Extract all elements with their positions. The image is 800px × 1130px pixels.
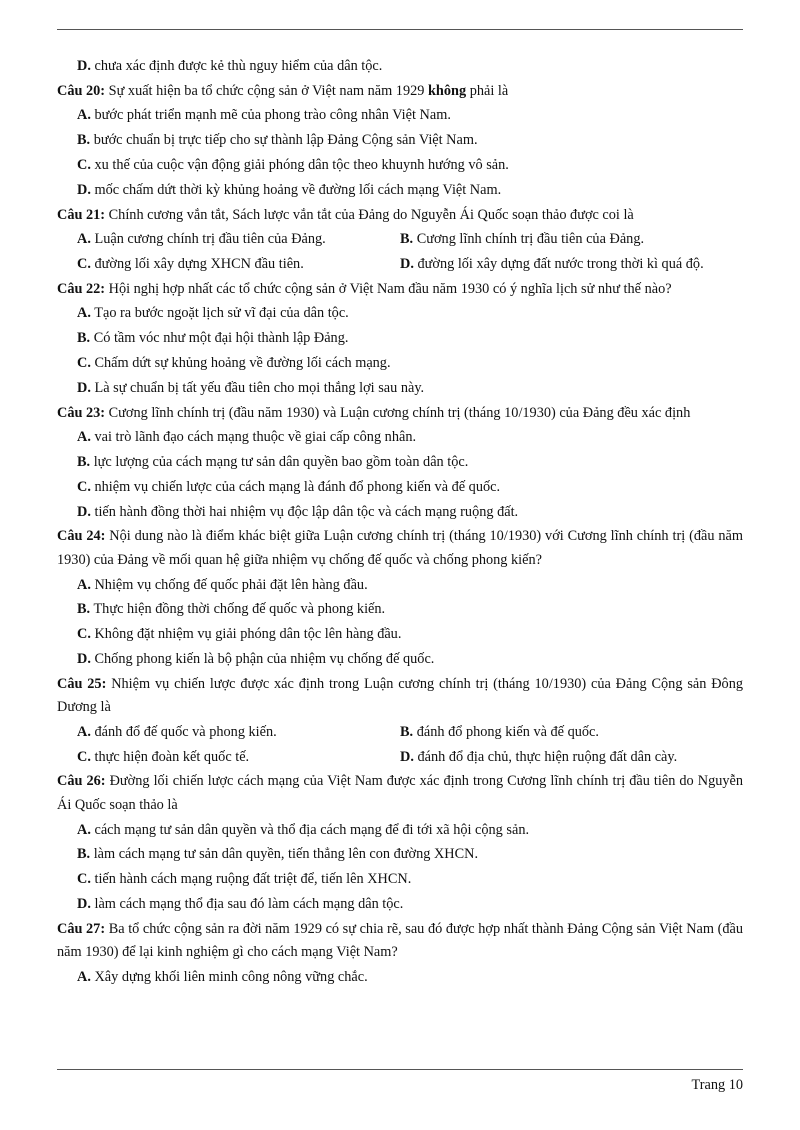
option-text: xu thế của cuộc vận động giải phóng dân tộc theo khuynh hướng vô sản. [94,156,509,173]
option-text: Luận cương chính trị đầu tiên của Đảng. [94,231,326,248]
option-letter: C. [77,871,91,888]
answer-options [77,965,743,990]
answer-options [77,720,743,770]
option-text: lực lượng của cách mạng tư sản dân quyền bao gồm toàn dân tộc. [93,453,469,470]
question-emphasis: không [427,82,467,99]
question-stem [57,278,743,302]
option-letter: D. [77,379,91,396]
option-letter: C. [77,626,91,643]
answer-option [77,475,743,500]
question-stem [57,525,743,572]
option-text: Cương lĩnh chính trị đầu tiên của Đảng. [416,231,645,248]
question-number: Câu 22: [57,280,106,297]
option-text: nhiệm vụ chiến lược của cách mạng là đánh đổ phong kiến và đế quốc. [94,478,501,495]
option-text: thực hiện đoàn kết quốc tế. [94,748,250,765]
answer-options [77,301,743,400]
answer-option [77,720,400,745]
answer-options [77,54,743,79]
answer-option [77,892,743,917]
header-rule [57,29,743,30]
question-text-after: phải là [469,82,509,99]
answer-options [77,227,743,277]
question-number: Câu 24: [57,528,106,545]
answer-option [77,597,743,622]
question-text: Cương lĩnh chính trị (đầu năm 1930) và Luận cương chính trị (tháng 10/1930) của Đảng đều xác định [108,404,691,421]
question-number: Câu 21: [57,206,106,223]
option-text: Tạo ra bước ngoặt lịch sử vĩ đại của dân tộc. [94,305,349,322]
question-block [57,673,743,770]
answer-option [77,376,743,401]
option-text: bước phát triển mạnh mẽ của phong trào công nhân Việt Nam. [94,107,451,124]
option-text: làm cách mạng thổ địa sau đó làm cách mạng dân tộc. [94,896,404,913]
answer-option [77,965,743,990]
answer-option [77,425,743,450]
answer-option [77,573,743,598]
question-text: Chính cương vắn tắt, Sách lược vắn tắt của Đảng do Nguyễn Ái Quốc soạn thảo được coi là [108,206,634,223]
option-text: mốc chấm dứt thời kỳ khủng hoảng về đường lối cách mạng Việt Nam. [94,181,502,198]
option-text: cách mạng tư sản dân quyền và thổ địa cách mạng để đi tới xã hội cộng sản. [94,821,530,838]
answer-options [77,818,743,917]
question-text: Hội nghị hợp nhất các tổ chức cộng sản ở Việt Nam đầu năm 1930 có ý nghĩa lịch sử như thế nào? [108,280,672,297]
option-letter: A. [77,723,91,740]
option-letter: B. [400,723,414,740]
option-text: Là sự chuẩn bị tất yếu đầu tiên cho mọi thắng lợi sau này. [94,379,425,396]
option-letter: A. [77,231,91,248]
option-letter: A. [77,305,91,322]
answer-option [77,153,743,178]
option-text: đánh đổ đế quốc và phong kiến. [94,723,277,740]
answer-option [77,128,743,153]
question-stem [57,402,743,426]
answer-option [400,227,743,252]
option-letter: B. [77,601,91,618]
answer-option [77,54,743,79]
question-number: Câu 20: [57,82,106,99]
answer-option [77,178,743,203]
question-text: Đường lối chiến lược cách mạng của Việt Nam được xác định trong Cương lĩnh chính trị đầu tiên do Nguyễn Ái Quốc soạn thảo là [57,773,744,814]
question-number: Câu 25: [57,675,107,692]
option-text: đánh đổ phong kiến và đế quốc. [416,723,599,740]
answer-option [77,351,743,376]
question-stem [57,673,743,720]
option-letter: D. [400,255,414,272]
question-block [57,54,743,79]
answer-option [77,326,743,351]
answer-option [77,227,400,252]
option-text: đường lối xây dựng XHCN đầu tiên. [94,255,304,272]
answer-option [77,842,743,867]
option-letter: B. [77,330,91,347]
question-text: Nội dung nào là điểm khác biệt giữa Luận cương chính trị (tháng 10/1930) với Cương lĩnh chính trị (đầu năm 1930) của Đảng về mối quan hệ giữa nhiệm vụ chống đế quốc và chống phong kiến? [57,528,743,568]
answer-option [77,450,743,475]
option-letter: A. [77,576,91,593]
option-text: Nhiệm vụ chống đế quốc phải đặt lên hàng đầu. [94,576,368,593]
question-block [57,918,743,990]
option-letter: A. [77,821,91,838]
answer-option [77,500,743,525]
answer-option [77,301,743,326]
answer-option [77,818,743,843]
option-text: bước chuẩn bị trực tiếp cho sự thành lập Đảng Cộng sản Việt Nam. [93,132,478,149]
option-text: vai trò lãnh đạo cách mạng thuộc về giai cấp công nhân. [94,429,417,446]
answer-option [77,252,400,277]
option-letter: B. [77,453,91,470]
question-block [57,204,743,277]
option-text: đường lối xây dựng đất nước trong thời kì quá độ. [417,255,704,272]
option-text: đánh đổ địa chủ, thực hiện ruộng đất dân cày. [417,748,678,765]
option-letter: A. [77,429,91,446]
answer-options [77,573,743,672]
question-block [57,770,743,916]
option-letter: A. [77,969,91,986]
question-block [57,525,743,671]
option-letter: D. [77,181,91,198]
option-letter: B. [77,846,91,863]
option-text: Không đặt nhiệm vụ giải phóng dân tộc lên hàng đầu. [94,626,402,643]
option-text: Chấm dứt sự khủng hoảng về đường lối cách mạng. [94,354,391,371]
question-stem [57,918,743,965]
question-stem [57,770,743,817]
option-letter: D. [77,503,91,520]
option-letter: C. [77,156,91,173]
question-number: Câu 23: [57,404,106,421]
option-letter: D. [77,896,91,913]
page-number: Trang 10 [691,1077,743,1093]
answer-option [400,252,743,277]
question-stem [57,80,743,104]
question-number: Câu 27: [57,920,106,937]
question-list [57,54,743,990]
answer-option [77,867,743,892]
option-text: Có tầm vóc như một đại hội thành lập Đảng. [93,330,349,347]
option-text: tiến hành cách mạng ruộng đất triệt để, tiến lên XHCN. [94,871,412,888]
option-text: chưa xác định được kẻ thù nguy hiểm của dân tộc. [94,58,383,74]
option-letter: A. [77,107,91,124]
option-text: tiến hành đồng thời hai nhiệm vụ độc lập dân tộc và cách mạng ruộng đất. [94,503,519,520]
question-number: Câu 26: [57,773,106,790]
option-letter: C. [77,478,91,495]
question-block [57,402,743,525]
question-text: Nhiệm vụ chiến lược được xác định trong Luận cương chính trị (tháng 10/1930) của Đảng Cộng sản Đông Dương là [57,675,743,716]
option-letter: C. [77,255,91,272]
answer-option [400,720,743,745]
answer-options [77,103,743,202]
footer-rule [57,1069,743,1070]
question-text: Ba tổ chức cộng sản ra đời năm 1929 có sự chia rẽ, sau đó được hợp nhất thành Đảng Cộng sản Việt Nam (đầu năm 1930) để lại kinh nghiệm gì cho cách mạng Việt Nam? [57,920,744,961]
option-letter: B. [400,231,414,248]
option-letter: B. [77,132,91,149]
option-letter: C. [77,354,91,371]
answer-option [400,745,743,770]
answer-option [77,647,743,672]
answer-option [77,745,400,770]
question-text: Sự xuất hiện ba tổ chức cộng sản ở Việt nam năm 1929 [108,82,425,99]
question-block [57,80,743,203]
option-letter: D. [77,650,91,667]
option-letter: D. [77,58,91,74]
option-text: làm cách mạng tư sản dân quyền, tiến thẳng lên con đường XHCN. [93,846,479,863]
option-text: Xây dựng khối liên minh công nông vững chắc. [94,969,368,986]
option-letter: C. [77,748,91,765]
answer-option [77,103,743,128]
question-block [57,278,743,401]
answer-options [77,425,743,524]
option-text: Thực hiện đồng thời chống đế quốc và phong kiến. [93,601,386,618]
option-text: Chống phong kiến là bộ phận của nhiệm vụ chống đế quốc. [94,650,435,667]
answer-option [77,622,743,647]
question-stem [57,204,743,228]
option-letter: D. [400,748,414,765]
